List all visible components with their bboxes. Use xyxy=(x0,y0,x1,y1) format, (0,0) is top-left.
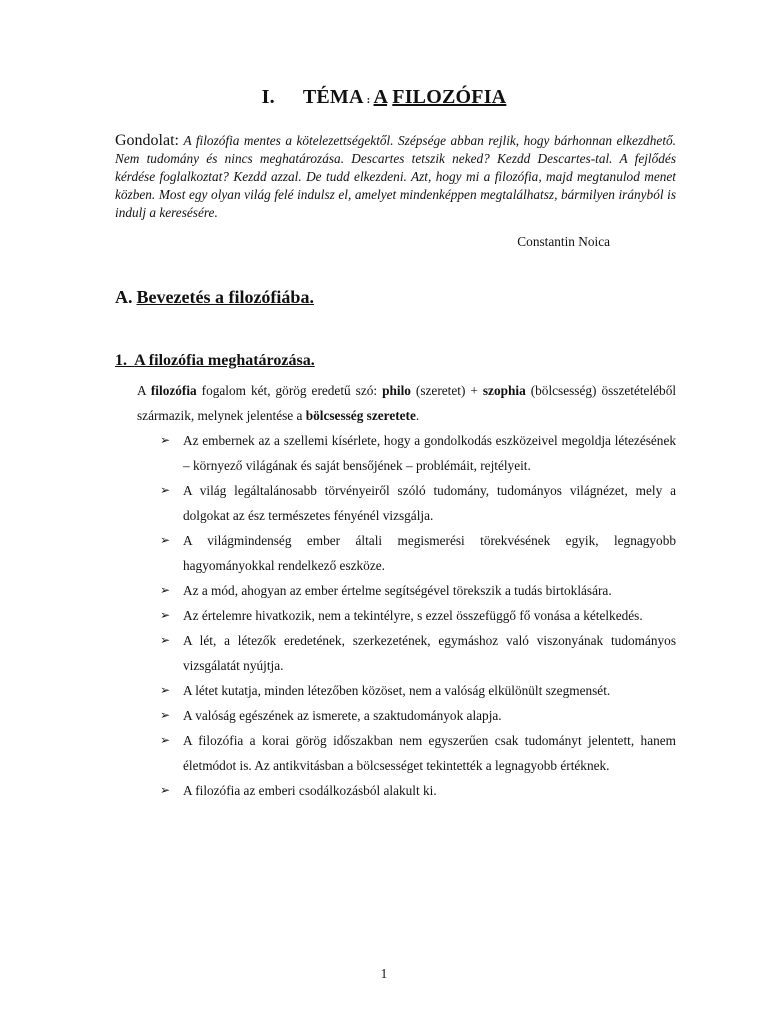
arrow-bullet-icon: ➢ xyxy=(160,733,171,747)
list-item xyxy=(160,778,676,803)
list-item-text: A létet kutatja, minden létezőben közöset, nem a valóság elkülönült szegmensét. xyxy=(183,683,611,698)
section-a-title: Bevezetés a filozófiába. xyxy=(136,287,314,307)
list-item-text: A filozófia a korai görög időszakban nem egyszerűen csak tudományt jelentett, hanem életmódot is. Az antikvitásban a bölcsességet tekintették a legnagyobb értéknek. xyxy=(183,733,676,773)
intro-text: (szeretet) + xyxy=(415,383,478,398)
arrow-bullet-icon: ➢ xyxy=(160,433,171,447)
title-article: A xyxy=(373,86,388,108)
arrow-bullet-icon: ➢ xyxy=(160,533,171,547)
title-word: TÉMA xyxy=(302,86,364,108)
arrow-bullet-icon: ➢ xyxy=(160,583,171,597)
page-number: 1 xyxy=(380,966,388,981)
title-number: I. xyxy=(261,86,275,108)
list-item xyxy=(160,578,676,603)
motto-lead: Gondolat: xyxy=(115,132,179,149)
intro-text: . xyxy=(415,408,420,423)
subsection-1-label: 1. xyxy=(115,352,127,369)
list-item-text: A világmindenség ember általi megismerési törekvésének egyik, legnagyobb hagyományokkal rendelkező eszköze. xyxy=(183,533,676,573)
list-item xyxy=(160,678,676,703)
page-title xyxy=(0,86,768,109)
intro-text: A xyxy=(137,383,146,398)
intro-text: (bölcsesség) összetételéből származik, melynek jelentése a xyxy=(137,383,677,423)
section-a-heading xyxy=(115,287,314,308)
intro-term-meaning: bölcsesség szeretete xyxy=(305,408,416,423)
list-item-text: A lét, a létezők eredetének, szerkezetének, egymáshoz való viszonyának tudományos vizsgálatát nyújtja. xyxy=(183,633,676,673)
motto-author: Constantin Noica xyxy=(517,234,610,249)
list-item xyxy=(160,478,676,528)
section-a-label: A. xyxy=(115,287,133,307)
arrow-bullet-icon: ➢ xyxy=(160,608,171,622)
motto-quote xyxy=(115,132,676,222)
list-item-text: A filozófia az emberi csodálkozásból alakult ki. xyxy=(183,783,437,798)
title-colon: : xyxy=(366,94,371,106)
arrow-bullet-icon: ➢ xyxy=(160,708,171,722)
intro-term-philo: philo xyxy=(382,383,411,398)
arrow-bullet-icon: ➢ xyxy=(160,783,171,797)
arrow-bullet-icon: ➢ xyxy=(160,633,171,647)
intro-paragraph xyxy=(137,378,676,428)
title-subject: FILOZÓFIA xyxy=(392,86,507,108)
list-item-text: Az értelemre hivatkozik, nem a tekintélyre, s ezzel összefüggő fő vonása a kételkedés. xyxy=(183,608,643,623)
intro-text: fogalom két, görög eredetű szó: xyxy=(201,383,378,398)
intro-term-filozofia: filozófia xyxy=(150,383,197,398)
definition-list xyxy=(160,428,676,803)
motto-text: A filozófia mentes a kötelezettségektől. Szépsége abban rejlik, hogy bárhonnan elkezdhető. Nem tudomány és nincs meghatározása. Descartes tetszik neked? Kezdd Descartes-tal. A fejlődés kérdése foglalkoztat? Kezdd azzal. De tudd elkezdeni. Azt, hogy mi a filozófia, majd megtanulod menet közben. Most egy olyan világ felé indulsz el, amelyet mindenképpen megtalálhatsz, bármilyen irányból is indulj a keresésére. xyxy=(115,133,676,220)
list-item-text: Az embernek az a szellemi kísérlete, hogy a gondolkodás eszközeivel megoldja létezésének – környező világának és saját bensőjének – problémáit, rejtélyeit. xyxy=(183,433,676,473)
list-item-text: A valóság egészének az ismerete, a szaktudományok alapja. xyxy=(183,708,502,723)
list-item xyxy=(160,428,676,478)
subsection-1-heading xyxy=(115,352,315,370)
list-item xyxy=(160,628,676,678)
list-item xyxy=(160,703,676,728)
subsection-1-title: A filozófia meghatározása. xyxy=(134,352,315,369)
arrow-bullet-icon: ➢ xyxy=(160,683,171,697)
list-item-text: Az a mód, ahogyan az ember értelme segítségével törekszik a tudás birtoklására. xyxy=(183,583,612,598)
list-item-text: A világ legáltalánosabb törvényeiről szóló tudomány, tudományos világnézet, mely a dolgokat az ész természetes fényénél vizsgálja. xyxy=(183,483,676,523)
list-item xyxy=(160,528,676,578)
arrow-bullet-icon: ➢ xyxy=(160,483,171,497)
intro-term-szophia: szophia xyxy=(482,383,526,398)
list-item xyxy=(160,728,676,778)
list-item xyxy=(160,603,676,628)
